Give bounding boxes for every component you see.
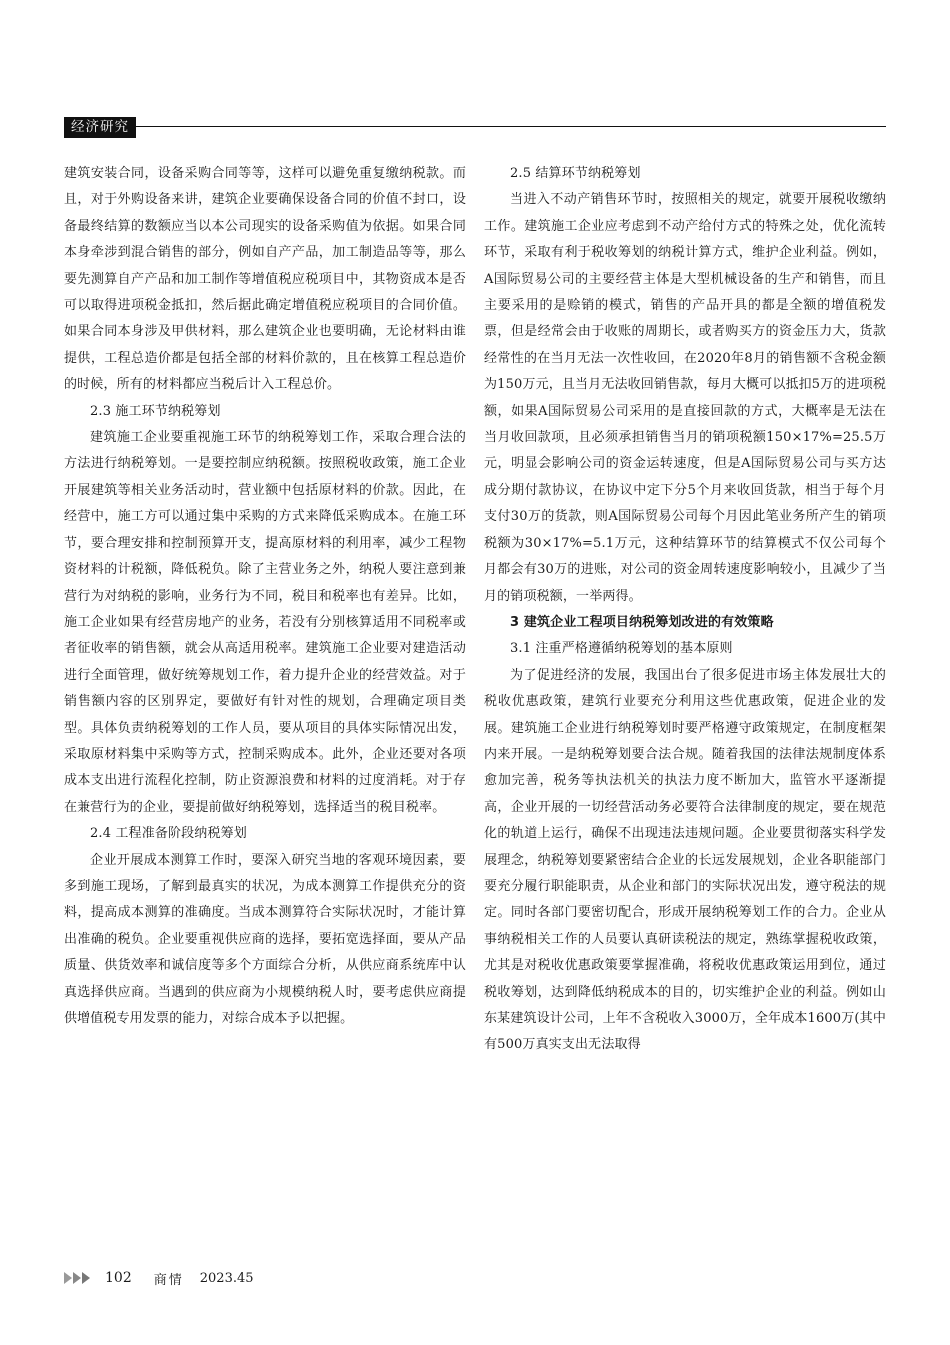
paragraph: 企业开展成本测算工作时，要深入研究当地的客观环境因素，要多到施工现场，了解到最真实的状况，为成本测算工作提供充分的资料，提高成本测算的准确度。当成本测算符合实际状况时，才能计算出准确的税负。企业要重视供应商的选择，要拓宽选择面，要从产品质量、供货效率和诚信度等多个方面综合分析，从供应商系统库中认真选择供应商。当遇到的供应商为小规模纳税人时，要考虑供应商提供增值税专用发票的能力，对综合成本予以把握。 — [64, 852, 466, 1026]
section-label: 经济研究 — [64, 117, 136, 138]
section-heading: 2.5 结算环节纳税筹划 — [510, 166, 641, 181]
paragraph: 当进入不动产销售环节时，按照相关的规定，就要开展税收缴纳工作。建筑施工企业应考虑到不动产给付方式的特殊之处，优化流转环节，采取有利于税收筹划的纳税计算方式，维护企业利益。例如，A国际贸易公司的主要经营主体是大型机械设备的生产和销售，而且主要采用的是赊销的模式，销售的产品开具的都是全额的增值税发票，但是经常会由于收账的周期长，或者购买方的资金压力大，货款经常性的在当月无法一次性收回，在2020年8月的销售额不含税金额为150万元，且当月无法收回销售款，每月大概可以抵扣5万的进项税额，如果A国际贸易公司采用的是直接回款的方式，大概率是无法在当月收回款项，且必须承担销售当月的销项税额150×17%=25.5万元，明显会影响公司的资金运转速度，但是A国际贸易公司与买方达成分期付款协议，在协议中定下分5个月来收回货款，相当于每个月支付30万的货款，则A国际贸易公司每个月因此笔业务所产生的销项税额为30×17%=5.1万元，这种结算环节的结算模式不仅公司每个月都会有30万的进账，对公司的资金周转速度影响较小，且减少了当月的销项税额，一举两得。 — [484, 192, 886, 604]
paragraph: 建筑施工企业要重视施工环节的纳税筹划工作，采取合理合法的方法进行纳税筹划。一是要控制应纳税额。按照税收政策，施工企业开展建筑等相关业务活动时，营业额中包括原材料的价款。因此，在经营中，施工方可以通过集中采购的方式来降低采购成本。在施工环节，要合理安排和控制预算开支，提高原材料的利用率，减少工程物资材料的计税额，降低税负。除了主营业务之外，纳税人要注意到兼营行为对纳税的影响，业务行为不同，税目和税率也有差异。比如，施工企业如果有经营房地产的业务，若没有分别核算适用不同税率或者征收率的销售额，就会从高适用税率。建筑施工企业要对建造活动进行全面管理，做好统筹规划工作，着力提升企业的经营效益。对于销售额内容的区别界定，要做好有针对性的规划，合理确定项目类型。具体负责纳税筹划的工作人员，要从项目的具体实际情况出发，采取原材料集中采购等方式，控制采购成本。此外，企业还要对各项成本支出进行流程化控制，防止资源浪费和材料的过度消耗。对于存在兼营行为的企业，要提前做好纳税筹划，选择适当的税目税率。 — [64, 430, 466, 815]
journal-name: 商情 — [153, 1272, 184, 1288]
issue-number: 2023.45 — [199, 1270, 254, 1286]
page-number: 102 — [105, 1270, 132, 1286]
section-heading: 2.4 工程准备阶段纳税筹划 — [90, 826, 247, 842]
arrow-icon — [64, 1272, 91, 1284]
section-heading: 2.3 施工环节纳税筹划 — [90, 403, 221, 419]
section-heading: 3 建筑企业工程项目纳税筹划改进的有效策略 — [510, 614, 774, 630]
paragraph: 建筑安装合同，设备采购合同等等，这样可以避免重复缴纳税款。而且，对于外购设备来讲，建筑企业要确保设备合同的价值不封口，设备最终结算的数额应当以本公司现实的设备采购值为依据。如果合同本身牵涉到混合销售的部分，例如自产产品，加工制造品等等，那么要先测算自产产品和加工制作等增值税应税项目中，其物资成本是否可以取得进项税金抵扣，然后据此确定增值税应税项目的合同价值。如果合同本身涉及甲供材料，那么建筑企业也要明确，无论材料由谁提供，工程总造价都是包括全部的材料价款的，且在核算工程总造价的时候，所有的材料都应当税后计入工程总价。 — [64, 166, 466, 393]
page-footer — [64, 1268, 254, 1288]
left-column — [64, 161, 466, 1032]
right-column — [484, 161, 886, 1059]
header-rule — [136, 126, 886, 127]
section-heading: 3.1 注重严格遵循纳税筹划的基本原则 — [510, 641, 733, 657]
paragraph: 为了促进经济的发展，我国出台了很多促进市场主体发展壮大的税收优惠政策，建筑行业要充分利用这些优惠政策，促进企业的发展。建筑施工企业进行纳税筹划时要严格遵守政策规定，在制度框架内来开展。一是纳税筹划要合法合规。随着我国的法律法规制度体系愈加完善，税务等执法机关的执法力度不断加大，监管水平逐渐提高，企业开展的一切经营活动务必要符合法律制度的规定，要在规范化的轨道上运行，确保不出现违法违规问题。企业要贯彻落实科学发展理念，纳税筹划要紧密结合企业的长远发展规划，企业各职能部门要充分履行职能职责，从企业和部门的实际状况出发，遵守税法的规定。同时各部门要密切配合，形成开展纳税筹划工作的合力。企业从事纳税相关工作的人员要认真研读税法的规定，熟练掌握税收政策，尤其是对税收优惠政策要掌握准确，将税收优惠政策运用到位，通过税收筹划，达到降低纳税成本的目的，切实维护企业的利益。例如山东某建筑设计公司，上年不含税收入3000万，全年成本1600万(其中有500万真实支出无法取得 — [484, 667, 886, 1053]
